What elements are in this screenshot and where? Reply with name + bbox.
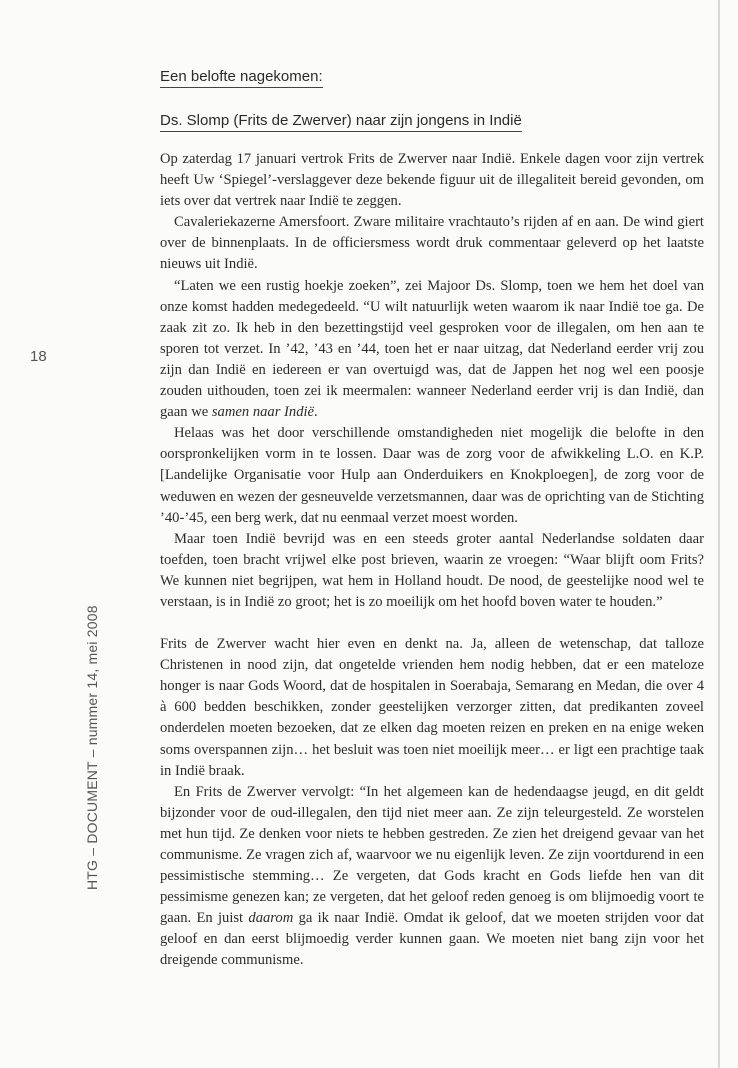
paragraph-7: [160, 782, 704, 972]
side-caption: HTG – DOCUMENT – nummer 14, mei 2008: [84, 605, 100, 890]
paragraph-3-emphasis: samen naar Indië: [211, 404, 315, 421]
heading-title: [160, 68, 660, 85]
paragraph-3-text: “Laten we een rustig hoekje zoeken”, zei Majoor Ds. Slomp, toen we hem het doel van onze komst hadden medegedeeld. “U wilt natuurlijk weten waarom ik naar Indië toe ga. De zaak zit zo. Ik heb in den bezettingstijd veel gesproken voor de illegalen, om hen aan te sporen tot verzet. In ’42, ’43 en ’44, toen het er naar uitzag, dat Nederland eerder vrij zou zijn dan Indië en iedereen er van overtuigd was, dat de Jappen het nog wel een poosje zouden uithouden, toen zei ik meermalen: wanneer Nederland eerder vrij is dan Indië, dan gaan we: [160, 277, 704, 421]
paragraph-6: Frits de Zwerver wacht hier even en denkt na. Ja, alleen de wetenschap, dat talloze Christenen in nood zijn, dat ongetelde vrienden hem nodig hebben, dat er een mateloze honger is naar Gods Woord, dat de hospitalen in Soerabaja, Semarang en Medan, die over 4 à 600 bedden beschikken, zonder geestelijken verzorger zitten, dat predikanten zoveel onderdelen moeten bezoeken, dat ze elken dag moeten reizen en preken en na enige weken soms overspannen zijn… het besluit was toen niet moeilijk meer… er ligt een prachtige taak in Indië braak.: [160, 636, 704, 779]
article-body: [160, 149, 704, 972]
paragraph-7-emphasis: daarom: [248, 910, 294, 927]
heading-subtitle-text: Ds. Slomp (Frits de Zwerver) naar zijn jongens in Indië: [160, 112, 522, 132]
paragraph-2: Cavaleriekazerne Amersfoort. Zware militaire vrachtauto’s rijden af en aan. De wind giert over de binnenplaats. In de officiersmess wordt druk commentaar geleverd op het laatste nieuws uit Indië.: [160, 214, 704, 273]
paragraph-4: Helaas was het door verschillende omstandigheden niet mogelijk die belofte in den oorspronkelijken vorm in te lossen. Daar was de zorg voor de afwikkeling L.O. en K.P. [Landelijke Organisatie voor Hulp aan Onderduikers en Knokploegen], de zorg voor de weduwen en wezen der gesneuvelde verzetsmannen, daar was de oprichting van de Stichting ’40-’45, een berg werk, dat nu eenmaal verzet moest worden.: [160, 425, 704, 526]
paragraph-7-text: En Frits de Zwerver vervolgt: “In het algemeen kan de hedendaagse jeugd, en dit geldt bijzonder voor de oud-illegalen, den tijd niet meer aan. Ze zijn teleurgesteld. Ze worstelen met hun tijd. Ze denken voor niets te hebben gestreden. Ze zien het dreigend gevaar van het communisme. Ze vragen zich af, waarvoor we nu eigenlijk leven. Ze zijn voortdurend in een pessimistische stemming… Ze vergeten, dat Gods kracht en Gods liefde hen van dit pessimisme genezen kan; ze vergeten, dat het geloof reden genoeg is om blijmoedig voort te gaan. En juist: [160, 783, 704, 927]
paragraph-1: Op zaterdag 17 januari vertrok Frits de Zwerver naar Indië. Enkele dagen voor zijn vertrek heeft Uw ‘Spiegel’-verslaggever deze bekende figuur uit de illegaliteit bereid gevonden, om iets over dat vertrek naar Indië te zeggen.: [160, 151, 704, 210]
paragraph-5: Maar toen Indië bevrijd was en een steeds groter aantal Nederlandse soldaten daar toefden, toen bracht vrijwel elke post brieven, waarin ze vroegen: “Waar blijft oom Frits? We kunnen niet begrijpen, wat hem in Holland houdt. De nood, de geestelijke nood wel te verstaan, is in Indië zo groot; het is zo moeilijk om het hoofd boven water te houden.”: [160, 530, 704, 610]
page-number: 18: [30, 348, 47, 365]
page-edge-line: [718, 0, 720, 1068]
heading-subtitle: [160, 112, 660, 129]
paragraph-3: [160, 276, 704, 424]
paragraph-3-end: .: [314, 404, 318, 421]
heading-title-text: Een belofte nagekomen:: [160, 68, 323, 88]
paragraph-7-end: ga ik naar Indië. Omdat ik geloof, dat we moeten strijden voor dat geloof en dan eerst blijmoedig verder kunnen gaan. We moeten niet bang zijn voor het dreigende communisme.: [160, 910, 704, 969]
